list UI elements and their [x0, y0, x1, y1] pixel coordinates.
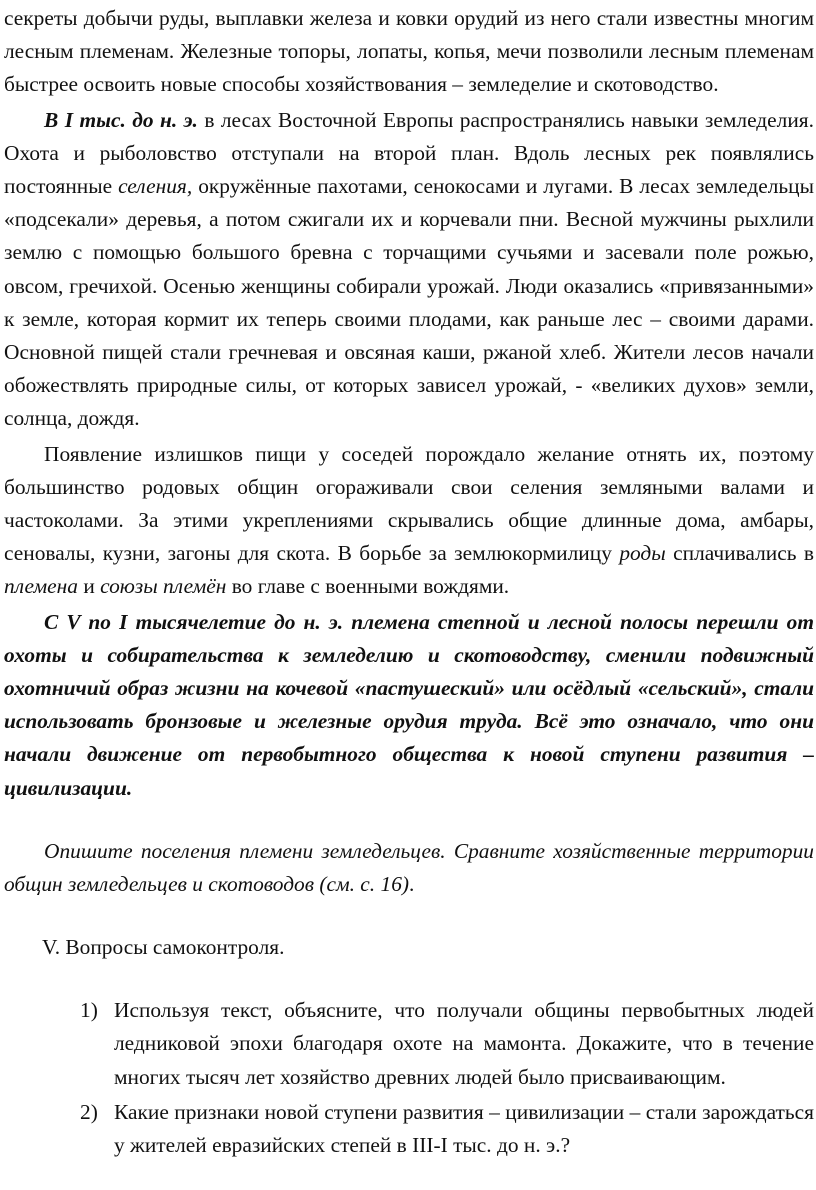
question-text: Какие признаки новой ступени развития – цивилизации – стали зарождаться у жителей евразийских степей в III-I тыс. до н. э.? [114, 1099, 814, 1158]
question-number: 1) [80, 998, 98, 1023]
question-item [4, 1096, 814, 1162]
paragraph-metallurgy-text: секреты добычи руды, выплавки железа и ковки орудий из него стали известны многим лесным племенам. Железные топоры, лопаты, копья, мечи позволили лесным племенам быстрее освоить новые способы хозяйствования – земледелие и скотоводство. [4, 6, 814, 97]
question-text: Используя текст, объясните, что получали общины первобытных людей ледниковой эпохи благодаря охоте на мамонта. Докажите, что в течение многих тысяч лет хозяйство древних людей было присваивающим. [114, 998, 814, 1089]
paragraph-communities-part1: Появление излишков пищи у соседей порождало желание отнять их, поэтому большинство родовых общин огораживали свои селения земляными валами и частоколами. За этими укреплениями скрывались общие длинные дома, амбары, сеновалы, кузни, загоны для скота. В борьбе за землюкормилицу [4, 441, 814, 566]
paragraph-communities-part2: сплачивались в [665, 541, 814, 566]
paragraph-communities-part4: во главе с военными вождями. [226, 574, 510, 599]
paragraph-communities-part3: и [77, 574, 101, 599]
paragraph-communities [4, 438, 814, 604]
questions-list [4, 994, 814, 1162]
paragraph-agriculture [4, 104, 814, 436]
term-clans: роды [619, 541, 666, 566]
question-number: 2) [80, 1099, 98, 1124]
paragraph-summary [4, 606, 814, 805]
paragraph-agriculture-part1: в лесах Восточной Европы распространялись навыки земледелия. Охота и рыболовство отступали на второй план. Вдоль лесных рек появлялись постоянные [4, 107, 814, 199]
paragraph-metallurgy [4, 2, 814, 102]
task-paragraph [4, 835, 814, 901]
date-lead: В I тыс. до н. э. [44, 107, 198, 132]
term-tribes: племена [4, 574, 78, 599]
paragraph-agriculture-part2: окружённые пахотами, сенокосами и лугами. В лесах земледельцы «подсекали» деревья, а потом сжигали их и корчевали пни. Весной мужчины рыхлили землю с помощью большого бревна с торчащими сучьями и засевали поле рожью, овсом, гречихой. Осенью женщины собирали урожай. Люди оказались «привязанными» к земле, которая кормит их теперь своими плодами, как раньше лес – своими дарами. Основной пищей стали гречневая и овсяная каши, ржаной хлеб. Жители лесов начали обожествлять природные силы, от которых зависел урожай, - «великих духов» земли, солнца, дождя. [4, 174, 814, 431]
section-title: V. Вопросы самоконтроля. [42, 935, 285, 960]
task-end: . [409, 872, 415, 897]
paragraph-summary-text: С V по I тысячелетие до н. э. племена степной и лесной полосы перешли от охоты и собирательства к земледелию и скотоводству, сменили подвижный охотничий образ жизни на кочевой «пастушеский» или осёдлый «сельский», стали использовать бронзовые и железные орудия труда. Всё это означало, что они начали движение от первобытного общества к новой ступени развития – цивилизации. [4, 609, 814, 800]
task-text: Опишите поселения племени земледельцев. Сравните хозяйственные территории общин земледельцев и скотоводов (см. с. 16) [4, 838, 814, 897]
question-item [4, 994, 814, 1094]
term-settlements: селения, [118, 174, 193, 199]
term-tribal-unions: союзы племён [100, 574, 227, 599]
